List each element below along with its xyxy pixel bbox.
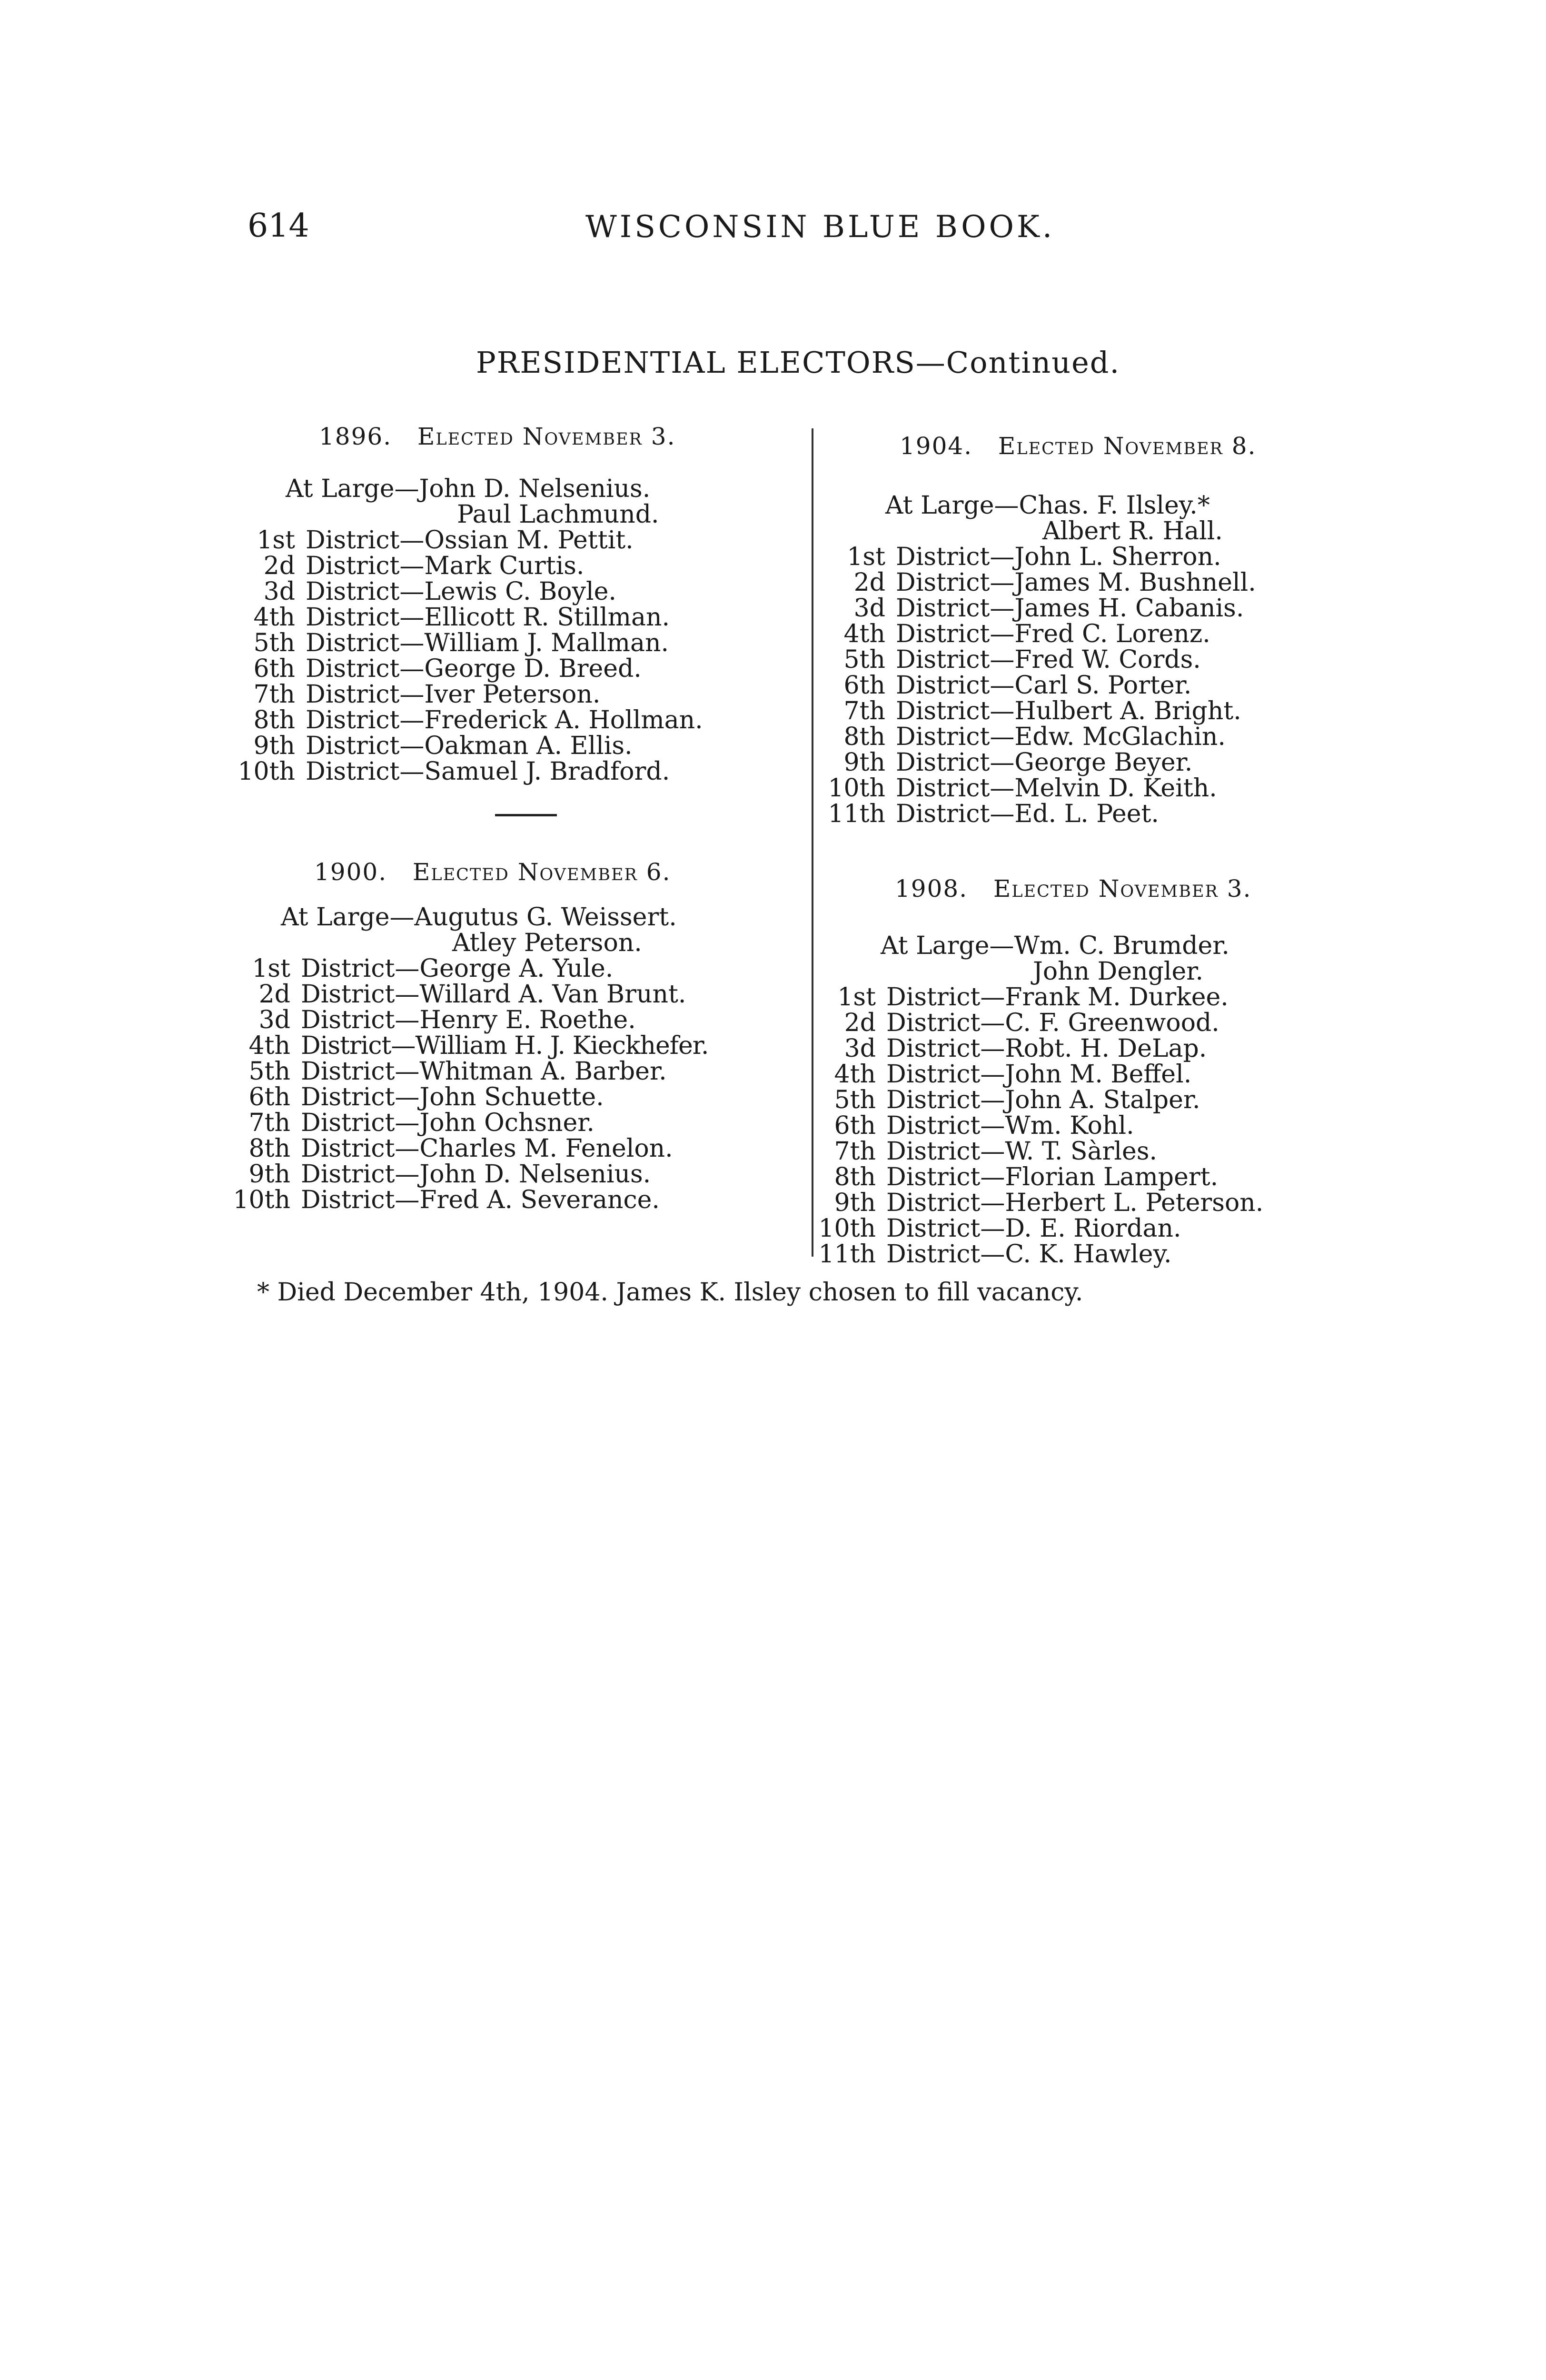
district-elector: District—Edw. McGlachin. [896, 723, 1226, 751]
district-ordinal: 7th [834, 1137, 876, 1166]
section-separator [495, 814, 557, 816]
block-heading [895, 876, 1251, 902]
district-ordinal: 5th [843, 645, 885, 674]
district-elector: District—Samuel J. Bradford. [306, 757, 670, 786]
running-title: WISCONSIN BLUE BOOK. [585, 209, 1055, 245]
at-large-line: John Dengler. [1033, 957, 1203, 986]
district-ordinal: 3d [263, 577, 295, 606]
district-elector: District—John Ochsner. [301, 1109, 595, 1137]
electors-1908 [809, 875, 1352, 1269]
district-ordinal: 11th [828, 800, 885, 828]
district-elector: District—John M. Beffel. [886, 1060, 1192, 1089]
block-year: 1896. [319, 423, 392, 450]
electors-1896 [228, 423, 781, 786]
district-ordinal: 5th [248, 1057, 290, 1086]
district-elector: District—W. T. Sàrles. [886, 1137, 1158, 1166]
block-heading-text: Elected November 6. [412, 858, 671, 886]
district-elector: District—Ossian M. Pettit. [306, 526, 634, 555]
district-elector: District—Frederick A. Hollman. [306, 706, 703, 734]
district-elector: District—D. E. Riordan. [886, 1214, 1181, 1243]
district-ordinal: 4th [248, 1031, 290, 1060]
at-large-line: At Large—Chas. F. Ilsley.* [885, 491, 1210, 520]
district-elector: District—John Schuette. [301, 1083, 604, 1111]
district-elector: District—James M. Bushnell. [896, 568, 1256, 597]
district-ordinal: 2d [844, 1009, 876, 1037]
district-elector: District—Melvin D. Keith. [896, 774, 1217, 803]
block-heading-text: Elected November 3. [417, 423, 676, 450]
electors-1900 [224, 858, 795, 1214]
district-ordinal: 2d [263, 552, 295, 580]
district-ordinal: 5th [253, 629, 295, 657]
block-heading [319, 424, 675, 449]
district-ordinal: 7th [843, 697, 885, 725]
district-elector: District—Charles M. Fenelon. [301, 1134, 673, 1163]
district-ordinal: 10th [818, 1214, 876, 1243]
page-number: 614 [248, 207, 309, 245]
at-large-line: At Large—Wm. C. Brumder. [881, 932, 1229, 960]
district-ordinal: 4th [834, 1060, 876, 1089]
district-ordinal: 10th [233, 1186, 290, 1214]
district-ordinal: 11th [818, 1240, 876, 1269]
district-ordinal: 1st [837, 983, 876, 1012]
district-elector: District—Henry E. Roethe. [301, 1006, 636, 1034]
district-ordinal: 6th [843, 671, 885, 700]
at-large-line: Paul Lachmund. [457, 500, 659, 529]
district-elector: District—George Beyer. [896, 748, 1193, 777]
at-large-line: At Large—Augutus G. Weissert. [281, 903, 677, 932]
district-elector: District—Ellicott R. Stillman. [306, 603, 670, 632]
district-elector: District—Lewis C. Boyle. [306, 577, 616, 606]
district-ordinal: 10th [828, 774, 885, 803]
block-year: 1904. [900, 432, 973, 460]
district-elector: District—Fred W. Cords. [896, 645, 1201, 674]
at-large-line: Albert R. Hall. [1042, 517, 1223, 545]
district-elector: District—John L. Sherron. [896, 543, 1221, 571]
district-elector: District—Mark Curtis. [306, 552, 585, 580]
district-elector: District—Whitman A. Barber. [301, 1057, 667, 1086]
district-ordinal: 4th [253, 603, 295, 632]
district-ordinal: 1st [257, 526, 295, 555]
district-elector: District—John D. Nelsenius. [301, 1160, 651, 1189]
district-elector: District—William H. J. Kieckhefer. [301, 1031, 709, 1060]
district-ordinal: 2d [853, 568, 885, 597]
district-elector: District—Hulbert A. Bright. [896, 697, 1241, 725]
district-elector: District—Frank M. Durkee. [886, 983, 1229, 1012]
district-elector: District—C. F. Greenwood. [886, 1009, 1219, 1037]
district-ordinal: 9th [834, 1189, 876, 1217]
district-ordinal: 7th [253, 680, 295, 709]
district-elector: District—Oakman A. Ellis. [306, 732, 633, 760]
district-ordinal: 4th [843, 620, 885, 648]
at-large-line: At Large—John D. Nelsenius. [286, 475, 651, 503]
district-ordinal: 9th [248, 1160, 290, 1189]
district-elector: District—Fred A. Severance. [301, 1186, 660, 1214]
district-ordinal: 8th [253, 706, 295, 734]
district-elector: District—Fred C. Lorenz. [896, 620, 1210, 648]
footnote: * Died December 4th, 1904. James K. Ilsley chosen to fill vacancy. [257, 1278, 1083, 1307]
district-elector: District—George A. Yule. [301, 954, 614, 983]
district-elector: District—John A. Stalper. [886, 1086, 1200, 1114]
district-ordinal: 3d [844, 1034, 876, 1063]
district-elector: District—James H. Cabanis. [896, 594, 1244, 623]
district-ordinal: 8th [843, 723, 885, 751]
district-elector: District—Iver Peterson. [306, 680, 601, 709]
block-heading [314, 859, 671, 885]
district-elector: District—Willard A. Van Brunt. [301, 980, 686, 1009]
district-ordinal: 1st [847, 543, 885, 571]
district-ordinal: 6th [253, 654, 295, 683]
block-year: 1900. [314, 858, 387, 886]
district-ordinal: 3d [258, 1006, 290, 1034]
block-heading-text: Elected November 8. [998, 432, 1257, 460]
district-ordinal: 5th [834, 1086, 876, 1114]
district-ordinal: 7th [248, 1109, 290, 1137]
district-ordinal: 2d [258, 980, 290, 1009]
district-ordinal: 8th [248, 1134, 290, 1163]
district-elector: District—Carl S. Porter. [896, 671, 1192, 700]
block-heading [900, 433, 1256, 459]
district-ordinal: 3d [853, 594, 885, 623]
section-title: PRESIDENTIAL ELECTORS—Continued. [476, 345, 1120, 380]
block-year: 1908. [895, 875, 968, 902]
district-elector: District—C. K. Hawley. [886, 1240, 1172, 1269]
district-elector: District—Ed. L. Peet. [896, 800, 1159, 828]
district-ordinal: 9th [253, 732, 295, 760]
district-elector: District—George D. Breed. [306, 654, 642, 683]
district-ordinal: 6th [834, 1111, 876, 1140]
district-ordinal: 8th [834, 1163, 876, 1191]
district-ordinal: 6th [248, 1083, 290, 1111]
district-elector: District—Florian Lampert. [886, 1163, 1219, 1191]
district-elector: District—William J. Mallman. [306, 629, 669, 657]
district-elector: District—Robt. H. DeLap. [886, 1034, 1207, 1063]
district-ordinal: 1st [252, 954, 290, 983]
block-heading-text: Elected November 3. [993, 875, 1252, 902]
electors-1904 [819, 432, 1352, 828]
district-ordinal: 10th [238, 757, 295, 786]
district-ordinal: 9th [843, 748, 885, 777]
at-large-line: Atley Peterson. [452, 929, 642, 957]
district-elector: District—Herbert L. Peterson. [886, 1189, 1264, 1217]
district-elector: District—Wm. Kohl. [886, 1111, 1134, 1140]
